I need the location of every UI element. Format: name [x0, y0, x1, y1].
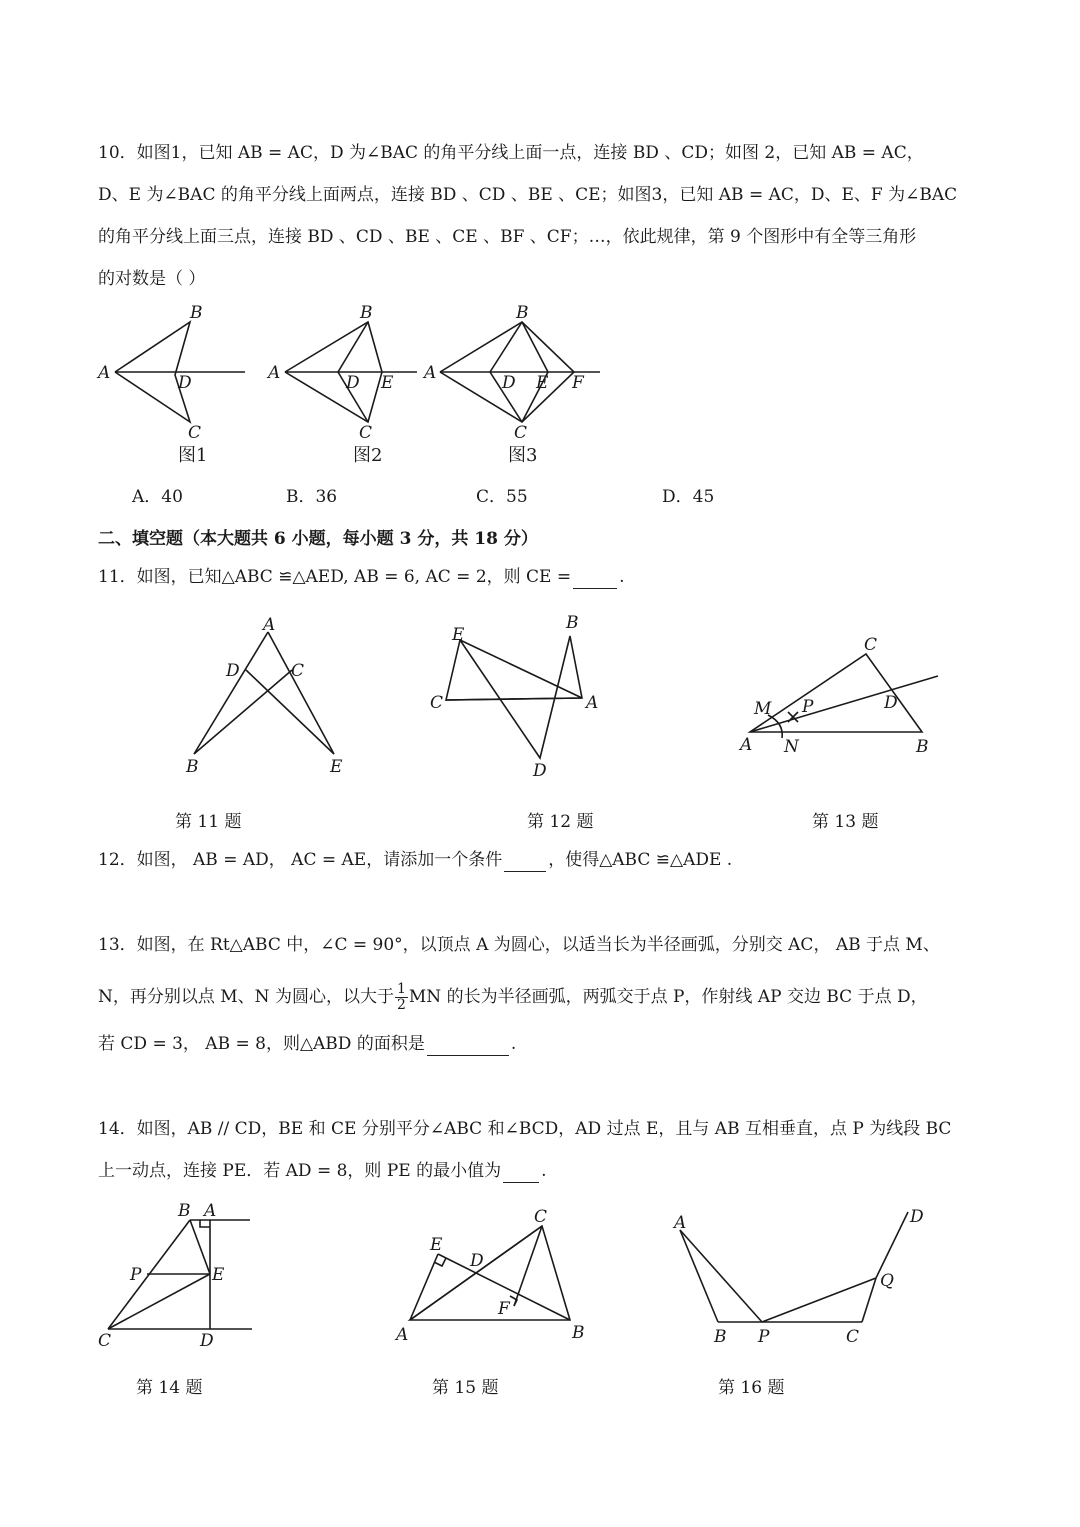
fig13-label-m: M — [754, 699, 772, 719]
fig16-label-a: A — [674, 1213, 687, 1233]
fig14-label-c: C — [98, 1331, 112, 1351]
q13-end: . — [510, 1034, 517, 1054]
q11-text: 11．如图，已知△ABC ≌△AED, AB = 6, AC = 2，则 CE = — [98, 567, 572, 587]
q13-line-3 — [98, 1033, 516, 1056]
q10-fig3-label-e: E — [536, 373, 549, 393]
q12-answer-blank — [504, 849, 546, 872]
fig14-label-b: B — [178, 1201, 191, 1221]
caption-q11: 第 11 题 — [175, 812, 242, 832]
q13-line-2-before: N，再分别以点 M、N 为圆心，以大于 — [98, 987, 394, 1007]
fig12-label-a: A — [586, 693, 599, 713]
fig11-label-c: C — [291, 661, 305, 681]
q10-fig2-caption: 图2 — [353, 445, 383, 466]
fig15-label-f: F — [498, 1299, 510, 1319]
q10-fig2-label-d: D — [346, 373, 360, 393]
fig14-label-p: P — [130, 1265, 142, 1285]
fig16-label-b: B — [714, 1327, 727, 1347]
q11-answer-blank — [573, 566, 617, 589]
q11-line — [98, 566, 625, 589]
fig13-label-c: C — [864, 635, 878, 655]
q10-line-1: 10．如图1，已知 AB = AC，D 为∠BAC 的角平分线上面一点，连接 BD 、CD；如图 2，已知 AB = AC， — [98, 143, 924, 163]
q13-fraction — [395, 982, 408, 1013]
fig12-label-b: B — [566, 613, 579, 633]
fig16-label-c: C — [846, 1327, 860, 1347]
q10-fig1-label-a: A — [98, 363, 111, 383]
section-title: 二、填空题（本大题共 6 小题，每小题 3 分，共 18 分） — [98, 529, 538, 549]
q10-fig3-label-d: D — [502, 373, 516, 393]
fig15-label-b: B — [572, 1323, 585, 1343]
fig15-label-a: A — [396, 1325, 409, 1345]
q13-frac-num: 1 — [396, 981, 406, 997]
fig12-label-d: D — [533, 761, 547, 781]
fig12-label-e: E — [452, 625, 465, 645]
q10-fig1-label-b: B — [190, 303, 203, 323]
q10-fig1-label-c: C — [188, 423, 202, 443]
q14-answer-blank — [503, 1160, 539, 1183]
q10-line-2: D、E 为∠BAC 的角平分线上面两点，连接 BD 、CD 、BE 、CE；如图3，已知 AB = AC，D、E、F 为∠BAC — [98, 185, 958, 205]
q14-line-1: 14．如图，AB // CD，BE 和 CE 分别平分∠ABC 和∠BCD，AD 过点 E，且与 AB 互相垂直，点 P 为线段 BC — [98, 1119, 952, 1139]
fig14-label-d: D — [200, 1331, 214, 1351]
q10-fig3-label-f: F — [572, 373, 584, 393]
q11-end: . — [619, 567, 625, 587]
q10-option-b: B．36 — [286, 487, 338, 507]
q12-line — [98, 849, 732, 872]
q10-fig2-label-c: C — [359, 423, 373, 443]
q10-fig2-label-b: B — [360, 303, 373, 323]
caption-q16: 第 16 题 — [718, 1378, 785, 1398]
fig13-label-a: A — [740, 735, 753, 755]
q10-fig1-caption: 图1 — [178, 445, 208, 466]
q10-fig2-label-e: E — [381, 373, 394, 393]
fig16-label-p: P — [758, 1327, 770, 1347]
q10-line-4: 的对数是（ ） — [98, 269, 206, 289]
fig13-label-d: D — [884, 693, 898, 713]
q13-frac-den: 2 — [396, 997, 406, 1013]
q14-line-2-before: 上一动点，连接 PE．若 AD = 8，则 PE 的最小值为 — [98, 1161, 502, 1181]
fig13-label-b: B — [916, 737, 929, 757]
q13-line-2-after: MN 的长为半径画弧，两弧交于点 P，作射线 AP 交边 BC 于点 D， — [408, 987, 928, 1007]
q10-line-3: 的角平分线上面三点，连接 BD 、CD 、BE 、CE 、BF 、CF；…，依此规律，第 9 个图形中有全等三角形 — [98, 227, 917, 247]
fig13-label-p: P — [802, 697, 814, 717]
q10-option-a: A．40 — [132, 487, 183, 507]
fig16-label-d: D — [910, 1207, 924, 1227]
q13-line-2 — [98, 982, 928, 1013]
q10-fig3-label-c: C — [514, 423, 528, 443]
fig11-label-d: D — [226, 661, 240, 681]
q10-figures — [90, 300, 610, 470]
caption-q14: 第 14 题 — [136, 1378, 203, 1398]
fig12-label-c: C — [430, 693, 444, 713]
fig16-label-q: Q — [880, 1271, 894, 1291]
figures-row-1 — [170, 610, 970, 790]
figures-row-2 — [90, 1196, 950, 1356]
caption-q12: 第 12 题 — [527, 812, 594, 832]
q12-text-before: 12．如图， AB = AD， AC = AE，请添加一个条件 — [98, 850, 503, 870]
fig15-label-e: E — [430, 1235, 443, 1255]
caption-q15: 第 15 题 — [432, 1378, 499, 1398]
q10-fig2-label-a: A — [268, 363, 281, 383]
q13-line-3-before: 若 CD = 3， AB = 8，则△ABD 的面积是 — [98, 1034, 425, 1054]
fig11-label-e: E — [330, 757, 343, 777]
fig15-label-c: C — [534, 1207, 548, 1227]
q10-fig1-label-d: D — [178, 373, 192, 393]
q13-line-1: 13．如图，在 Rt△ABC 中，∠C = 90°，以顶点 A 为圆心，以适当长为半径画弧，分别交 AC， AB 于点 M、 — [98, 935, 940, 955]
q14-line-2 — [98, 1160, 547, 1183]
fig15-label-d: D — [470, 1251, 484, 1271]
fig11-label-a: A — [263, 615, 276, 635]
q10-option-c: C．55 — [476, 487, 528, 507]
fig14-label-a: A — [204, 1201, 217, 1221]
fig14-label-e: E — [212, 1265, 225, 1285]
fig13-label-n: N — [784, 737, 799, 757]
caption-q13: 第 13 题 — [812, 812, 879, 832]
q10-fig3-caption: 图3 — [508, 445, 538, 466]
fig11-label-b: B — [186, 757, 199, 777]
q10-fig3-label-b: B — [516, 303, 529, 323]
q14-end: . — [541, 1161, 547, 1181]
q10-fig3-label-a: A — [424, 363, 437, 383]
q10-option-d: D．45 — [662, 487, 715, 507]
q13-answer-blank — [427, 1033, 509, 1056]
q12-text-after: ，使得△ABC ≌△ADE . — [548, 850, 733, 870]
